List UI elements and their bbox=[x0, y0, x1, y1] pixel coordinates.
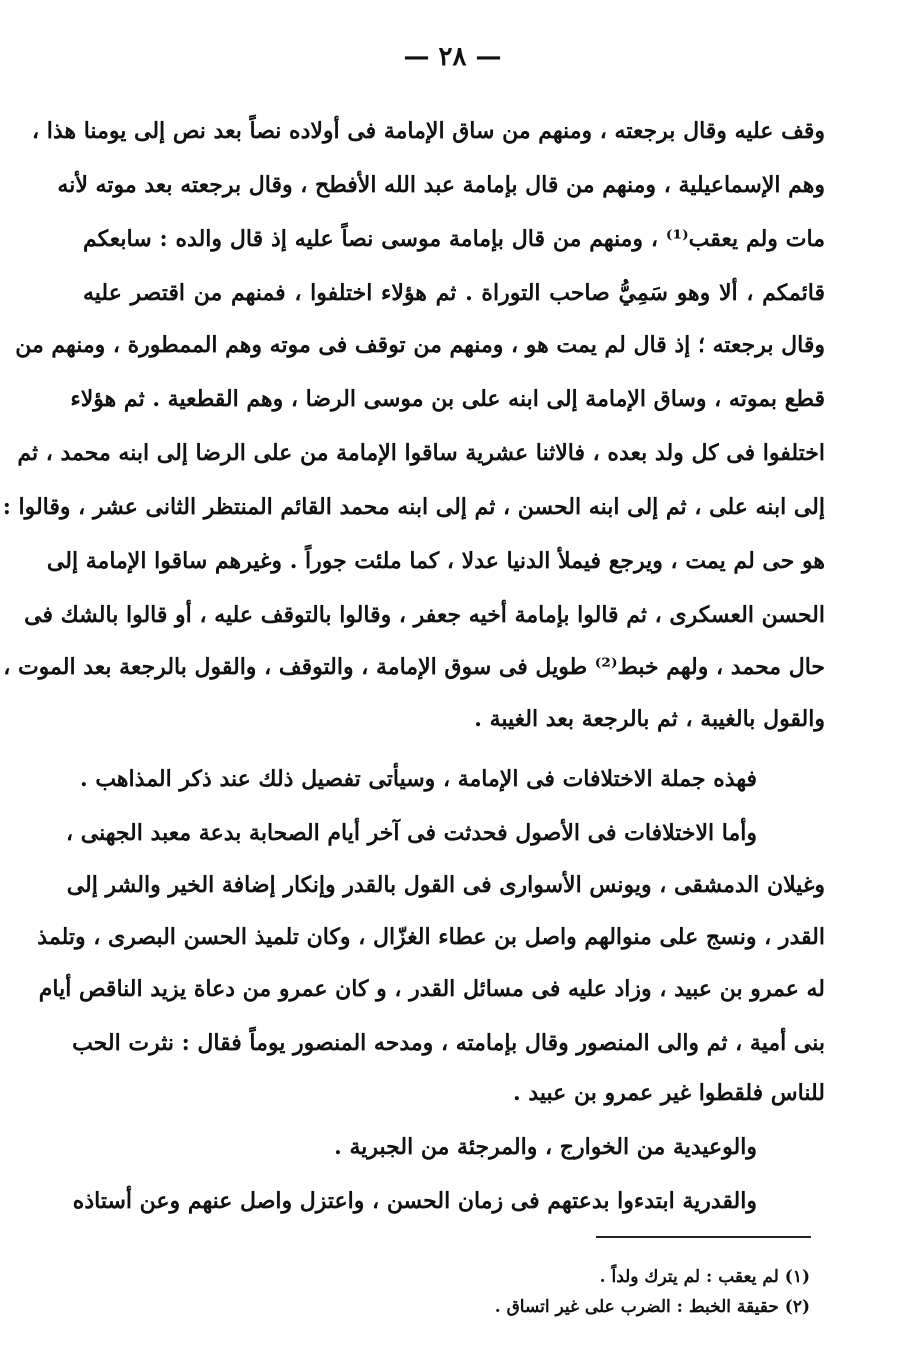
page-number: — ٢٨ — bbox=[403, 42, 502, 72]
text-line: وغيلان الدمشقى ، ويونس الأسوارى فى القول بالقدر وإنكار إضافة الخير والشر إلى bbox=[66, 872, 825, 898]
text-line: للناس فلقطوا غير عمرو بن عبيد . bbox=[513, 1080, 825, 1106]
footnote-divider bbox=[596, 1236, 811, 1238]
text-line: هو حى لم يمت ، ويرجع فيملأ الدنيا عدلا ، كما ملئت جوراً . وغيرهم ساقوا الإمامة إلى bbox=[46, 548, 825, 574]
text-line: القدر ، ونسج على منوالهم واصل بن عطاء الغزّال ، وكان تلميذ الحسن البصرى ، وتلمذ bbox=[37, 924, 825, 950]
text-line: وأما الاختلافات فى الأصول فحدثت فى آخر أيام الصحابة بدعة معبد الجهنى ، bbox=[65, 820, 757, 846]
text-line: مات ولم يعقب⁽¹⁾ ، ومنهم من قال بإمامة موسى نصاً عليه إذ قال والده : سابعكم bbox=[83, 226, 825, 252]
text-line: حال محمد ، ولهم خبط⁽²⁾ طويل فى سوق الإمامة ، والتوقف ، والقول بالرجعة بعد الموت ، bbox=[3, 654, 825, 680]
text-line: قطع بموته ، وساق الإمامة إلى ابنه على بن موسى الرضا ، وهم القطعية . ثم هؤلاء bbox=[70, 386, 825, 412]
text-line: إلى ابنه على ، ثم إلى ابنه الحسن ، ثم إلى ابنه محمد القائم المنتظر الثانى عشر ، وقالوا : bbox=[2, 494, 825, 520]
text-line: له عمرو بن عبيد ، وزاد عليه فى مسائل القدر ، و كان عمرو من دعاة يزيد الناقص أيام bbox=[38, 976, 825, 1002]
text-line: اختلفوا فى كل ولد بعده ، فالاثنا عشرية ساقوا الإمامة من على الرضا إلى ابنه محمد ، ثم bbox=[17, 440, 825, 466]
text-line: والقدرية ابتدءوا بدعتهم فى زمان الحسن ، واعتزل واصل عنهم وعن أستاذه bbox=[72, 1188, 757, 1214]
text-line: قائمكم ، ألا وهو سَمِيُّ صاحب التوراة . ثم هؤلاء اختلفوا ، فمنهم من اقتصر عليه bbox=[83, 280, 825, 306]
footnote: (١) لم يعقب : لم يترك ولداً . bbox=[599, 1267, 810, 1287]
text-line: وهم الإسماعيلية ، ومنهم من قال بإمامة عبد الله الأفطح ، وقال برجعته بعد موته لأنه bbox=[57, 172, 825, 198]
text-line: وقال برجعته ؛ إذ قال لم يمت هو ، ومنهم من توقف فى موته وهم الممطورة ، ومنهم من bbox=[15, 332, 825, 358]
text-line: والوعيدية من الخوارج ، والمرجئة من الجبرية . bbox=[334, 1134, 757, 1160]
text-line: وقف عليه وقال برجعته ، ومنهم من ساق الإمامة فى أولاده نصاً بعد نص إلى يومنا هذا ، bbox=[32, 118, 825, 144]
text-line: بنى أمية ، ثم والى المنصور وقال بإمامته ، ومدحه المنصور يوماً فقال : نثرت الحب bbox=[72, 1030, 825, 1056]
footnote: (٢) حقيقة الخبط : الضرب على غير اتساق . bbox=[494, 1297, 810, 1317]
text-line: والقول بالغيبة ، ثم بالرجعة بعد الغيبة . bbox=[474, 706, 825, 732]
text-line: فهذه جملة الاختلافات فى الإمامة ، وسيأتى تفصيل ذلك عند ذكر المذاهب . bbox=[80, 766, 757, 792]
text-line: الحسن العسكرى ، ثم قالوا بإمامة أخيه جعفر ، وقالوا بالتوقف عليه ، أو قالوا بالشك فى bbox=[24, 602, 825, 628]
